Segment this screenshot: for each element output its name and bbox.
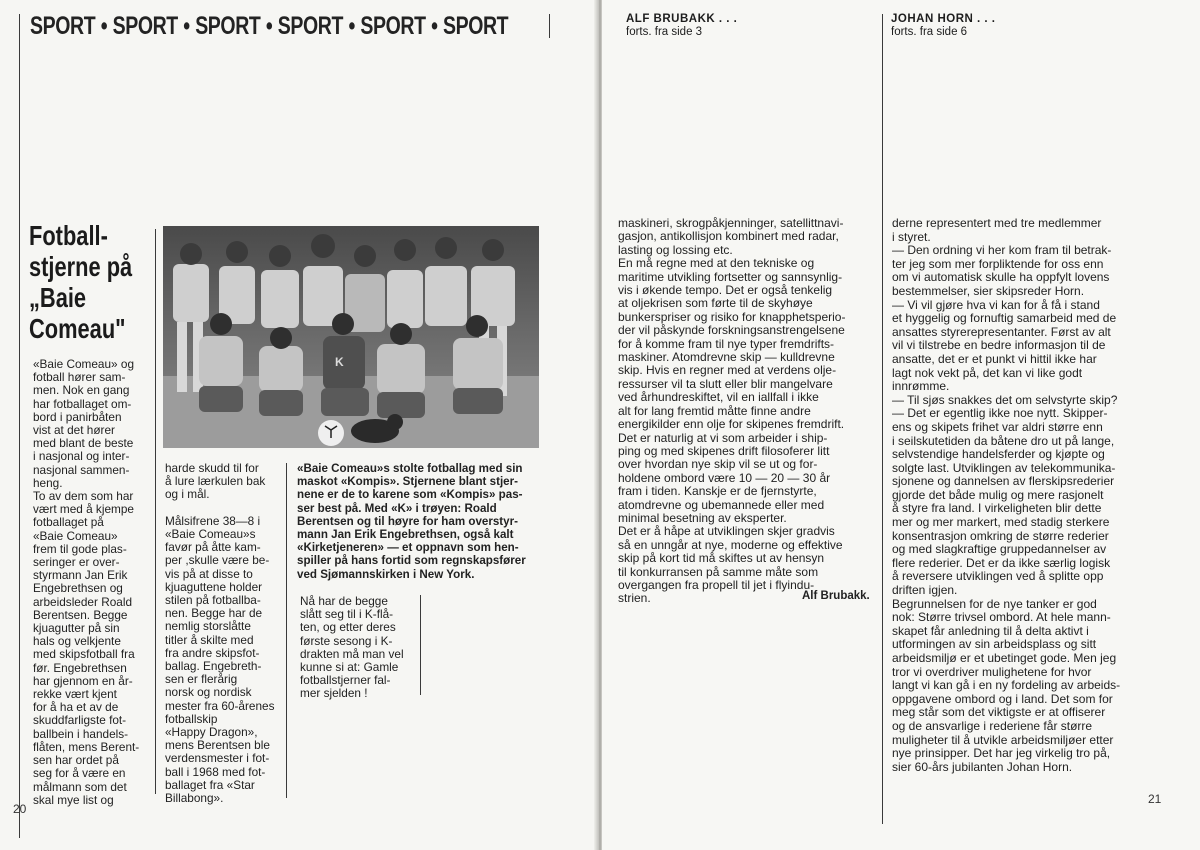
banner-bullet: •	[183, 12, 190, 40]
team-photo-image	[163, 226, 539, 448]
column-rule-1	[155, 229, 156, 794]
banner-word: SPORT	[30, 12, 96, 40]
photo-caption: «Baie Comeau»s stolte fotballag med sin maskot «Kompis». Stjernene blant stjer- nene er de to karene som «Kompis» pas- ser best på. Med «K» i trøyen: Roald Berentsen og til høyre for ham overstyr- mann Jan Erik Engebrethsen, også kalt «Kirketjeneren» — et oppnavn som hen- spiller på hans fortid som regnskapsfører ved Sjømannskirken i New York.	[297, 462, 526, 581]
article-headline	[29, 220, 159, 344]
article-column-1: «Baie Comeau» og fotball hører sam- men. Nok en gang har fotballaget om- bord i panirbåten vist at det hører med blant de beste i nasjonal og inter- nasjonal sammen- heng. To av dem som har vært med å kjempe fotballaget på «Baie Comeau» frem til gode plas- seringer er over- styrmann Jan Erik Engebrethsen og arbeidsleder Roald Berentsen. Begge kjuagutter på sin hals og velkjente med skipsfotball fra før. Engebrethsen har gjennom en år- rekke vært kjent for å ha et av de skuddfarligste fot- ballbein i handels- flåten, mens Berent- sen har ordet på seg for å være en målmann som det skal mye list og	[33, 357, 140, 807]
headline-line: Comeau"	[29, 313, 126, 344]
continuation-header-horn: JOHAN HORN . . .	[891, 13, 996, 25]
headline-line: stjerne på	[29, 251, 133, 282]
banner-bullet: •	[431, 12, 438, 40]
banner-bullet: •	[265, 12, 273, 40]
column-rule-3	[420, 595, 421, 695]
banner-bullet: •	[100, 12, 108, 40]
sport-banner	[30, 12, 509, 48]
headline-line: „Baie	[29, 282, 87, 313]
banner-bullet: •	[348, 12, 355, 40]
article-column-2: harde skudd til for å lure lærkulen bak og i mål. Målsifrene 38—8 i «Baie Comeau»s favør på åtte kam- per ,skulle være be- vis på at disse to kjuaguttene holder stilen på fotballba- nen. Begge har de nemlig storslåtte titler å skilte med fra andre skipsfot- ballag. Engebreth- sen er flerårig norsk og nordisk mester fra 60-årenes fotballskip «Happy Dragon», mens Berentsen ble verdensmester i fot- ball i 1968 med fot- ballaget fra «Star Billabong».	[165, 461, 275, 806]
page-number-left: 20	[13, 802, 27, 816]
brubakk-text: maskineri, skrogpåkjenninger, satellittnavi- gasjon, antikollisjon kombinert med radar, lasting og lossing etc. En må regne med at den tekniske og maritime utvikling fortsetter og sannsynlig- vis i økende tempo. Det er også tenkelig at oljekrisen som førte til de skyhøye bunkerspriser og risiko for knapphetsperio- der vil påskynde forskningsanstrengelsene for å komme fram til nye typer fremdrifts- maskiner. Atomdrevne skip — kulldrevne skip. Hvis en regner med at verdens olje- ressurser vil ta slutt eller blir mangelvare ved århundreskiftet, vil en iallfall i ikke alt for lang fremtid måtte finne andre energikilder enn olje for skipenes fremdrift. Det er naturlig at vi som arbeider i ship- ping og med skipenes drift filosoferer litt over hvordan nye skip vil se ut og for- holdene ombord være 10 — 20 — 30 år fram i tiden. Kanskje er de fjernstyrte, atomdrevne og ubemannede eller med minimal besetning av eksperter. Det er å håpe at utviklingen skjer gradvis så en unngår at nye, moderne og effektive skip på kort tid må skiftes ut av hensyn til konkurransen på samme måte som overgangen fra propell til jet i flyindu- strien.	[618, 216, 846, 606]
brubakk-signature: Alf Brubakk.	[802, 590, 870, 602]
article-column-3: Nå har de begge slått seg til i K-flå- ten, og etter deres første sesong i K- drakten må man vel kunne si at: Gamle fotballstjerner fal- mer sjelden !	[300, 594, 404, 701]
right-page	[602, 0, 1200, 850]
banner-word: SPORT	[195, 12, 261, 40]
banner-end-rule	[549, 14, 550, 38]
headline-line: Fotball-	[29, 220, 108, 251]
page-number-right: 21	[1148, 792, 1162, 806]
banner-word: SPORT	[277, 12, 344, 40]
continuation-ref-brubakk: forts. fra side 3	[626, 26, 703, 38]
banner-word: SPORT	[112, 12, 178, 40]
svg-text:K: K	[335, 355, 344, 369]
column-rule-2	[286, 463, 287, 798]
horn-text: derne representert med tre medlemmer i styret. — Den ordning vi her kom fram til betrak- ter jeg som mer forpliktende for oss enn om vi automatisk skulle ha oppfylt lovens bestemmelser, sier skipsreder Horn. — Vi vil gjøre hva vi kan for å få i stand et hyggelig og fornuftig samarbeid med de ansattes styrerepresentanter. Først av alt vil vi tilstrebe en bedre informasjon til de ansatte, det er et punkt vi hittil ikke har lagt nok vekt på, det kan vi like godt innrømme. — Til sjøs snakkes det om selvstyrte skip? — Det er egentlig ikke noe nytt. Skipper- ens og skipets frihet var aldri større enn i seilskutetiden da båtene dro ut på lange, selvstendige handelsferder og kjøpte og solgte last. Utviklingen av telekommunika- sjonene og dannelsen av flerskipsrederier gjorde det både mulig og mere rasjonelt å styre fra land. I virkeligheten blir dette mer og mer markert, med stadig sterkere konsentrasjon omkring de større rederier og med slagkraftige gruppedannelser av flere rederier. Det er da ikke særlig logisk å reversere utviklingen ved å splitte opp driften igjen. Begrunnelsen for de nye tanker er god nok: Større trivsel ombord. At hele mann- skapet får anledning til å delta aktivt i utformingen av sin arbeidsplass og sitt arbeidsmiljø er et ubetinget gode. Men jeg tror vi overdriver mulighetene for hvor langt vi kan gå i en ny fordeling av arbeids- oppgavene ombord og i land. Det som for meg står som det viktigste er at offiserer og de ansvarlige i rederiene får større muligheter til å utvikle arbeidsmiljøer etter nye prinsipper. Det har jeg virkelig tro på, sier 60-års jubilanten Johan Horn.	[892, 216, 1121, 774]
banner-word: SPORT	[360, 12, 426, 40]
continuation-header-brubakk: ALF BRUBAKK . . .	[626, 13, 738, 25]
banner-word: SPORT	[442, 12, 509, 40]
continuation-ref-horn: forts. fra side 6	[891, 26, 968, 38]
right-column-rule	[882, 14, 883, 824]
left-page	[0, 0, 598, 850]
team-photo	[163, 226, 539, 448]
left-outer-rule	[19, 14, 20, 838]
